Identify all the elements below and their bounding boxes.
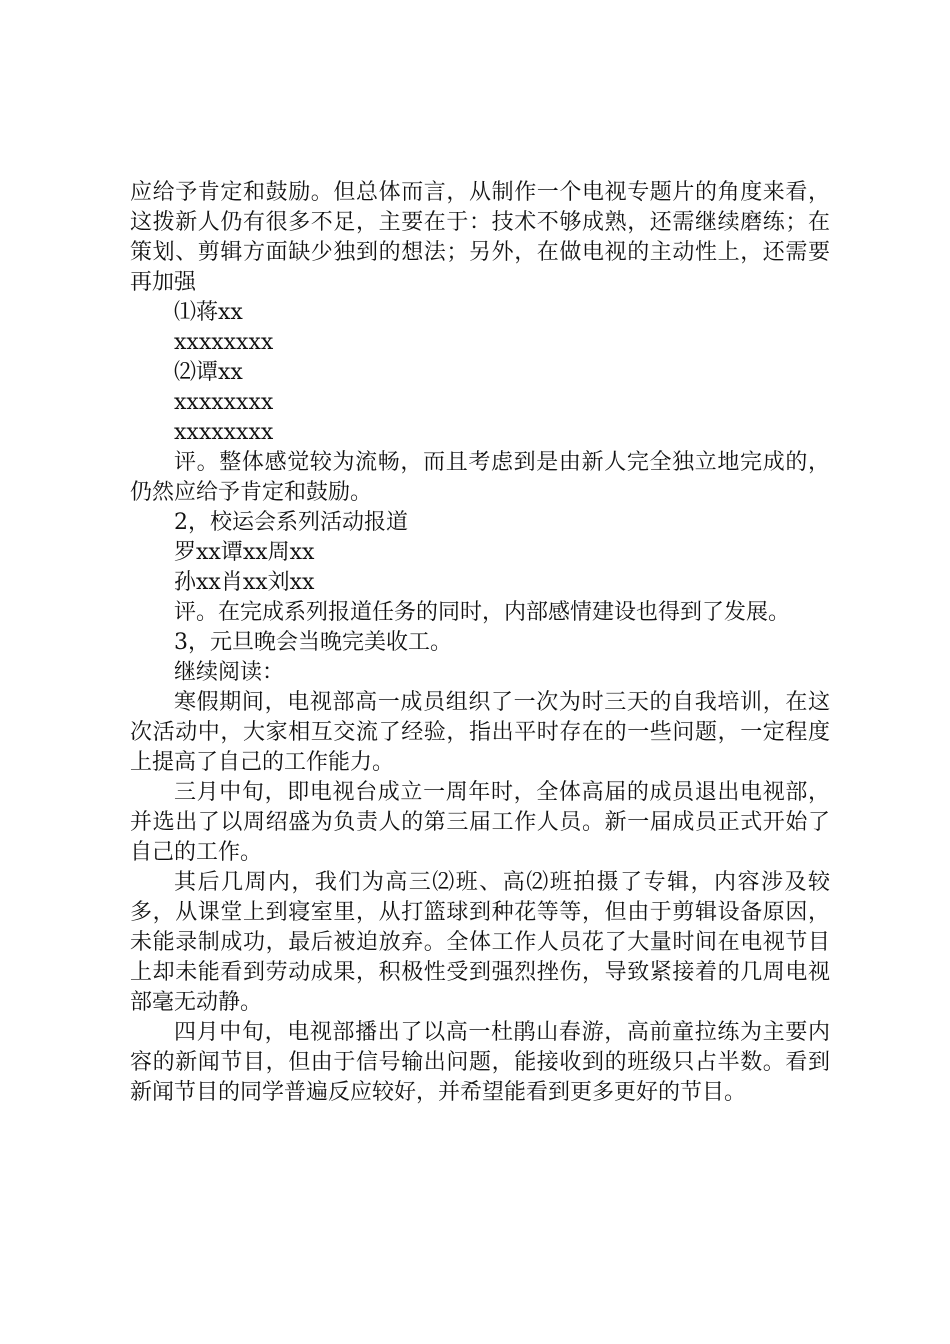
paragraph: ⑵谭xx (174, 360, 243, 385)
paragraph: 应给予肯定和鼓励。但总体而言，从制作一个电视专题片的角度来看，这拨新人仍有很多不足，主要在于：技术不够成熟，还需继续磨练；在策划、剪辑方面缺少独到的想法；另外，在做电视的主动性上，还需要再加强 (130, 180, 830, 295)
paragraph: xxxxxxxx (174, 390, 274, 415)
paragraph: 评。在完成系列报道任务的同时，内部感情建设也得到了发展。 (174, 600, 791, 625)
paragraph: 孙xx肖xx刘xx (174, 570, 315, 595)
paragraph: 2，校运会系列活动报道 (174, 510, 408, 535)
paragraph: 评。整体感觉较为流畅，而且考虑到是由新人完全独立地完成的，仍然应给予肯定和鼓励。 (130, 450, 830, 505)
paragraph: xxxxxxxx (174, 420, 274, 445)
paragraph: 继续阅读： (174, 660, 285, 685)
paragraph: 寒假期间，电视部高一成员组织了一次为时三天的自我培训，在这次活动中，大家相互交流了经验，指出平时存在的一些问题，一定程度上提高了自己的工作能力。 (130, 690, 830, 775)
paragraph: 罗xx谭xx周xx (174, 540, 315, 565)
paragraph: xxxxxxxx (174, 330, 274, 355)
paragraph: 三月中旬，即电视台成立一周年时，全体高届的成员退出电视部，并选出了以周绍盛为负责人的第三届工作人员。新一届成员正式开始了自己的工作。 (130, 780, 830, 865)
paragraph: 3，元旦晚会当晚完美收工。 (174, 630, 452, 655)
paragraph: 其后几周内，我们为高三⑵班、高⑵班拍摄了专辑，内容涉及较多，从课堂上到寝室里，从打篮球到种花等等，但由于剪辑设备原因，未能录制成功，最后被迫放弃。全体工作人员花了大量时间在电视节目上却未能看到劳动成果，积极性受到强烈挫伤，导致紧接着的几周电视部毫无动静。 (130, 870, 830, 1015)
paragraph: 四月中旬，电视部播出了以高一杜鹃山春游，高前童拉练为主要内容的新闻节目，但由于信号输出问题，能接收到的班级只占半数。看到新闻节目的同学普遍反应较好，并希望能看到更多更好的节目。 (130, 1020, 830, 1105)
document-body (130, 178, 830, 1108)
paragraph: ⑴蒋xx (174, 300, 243, 325)
